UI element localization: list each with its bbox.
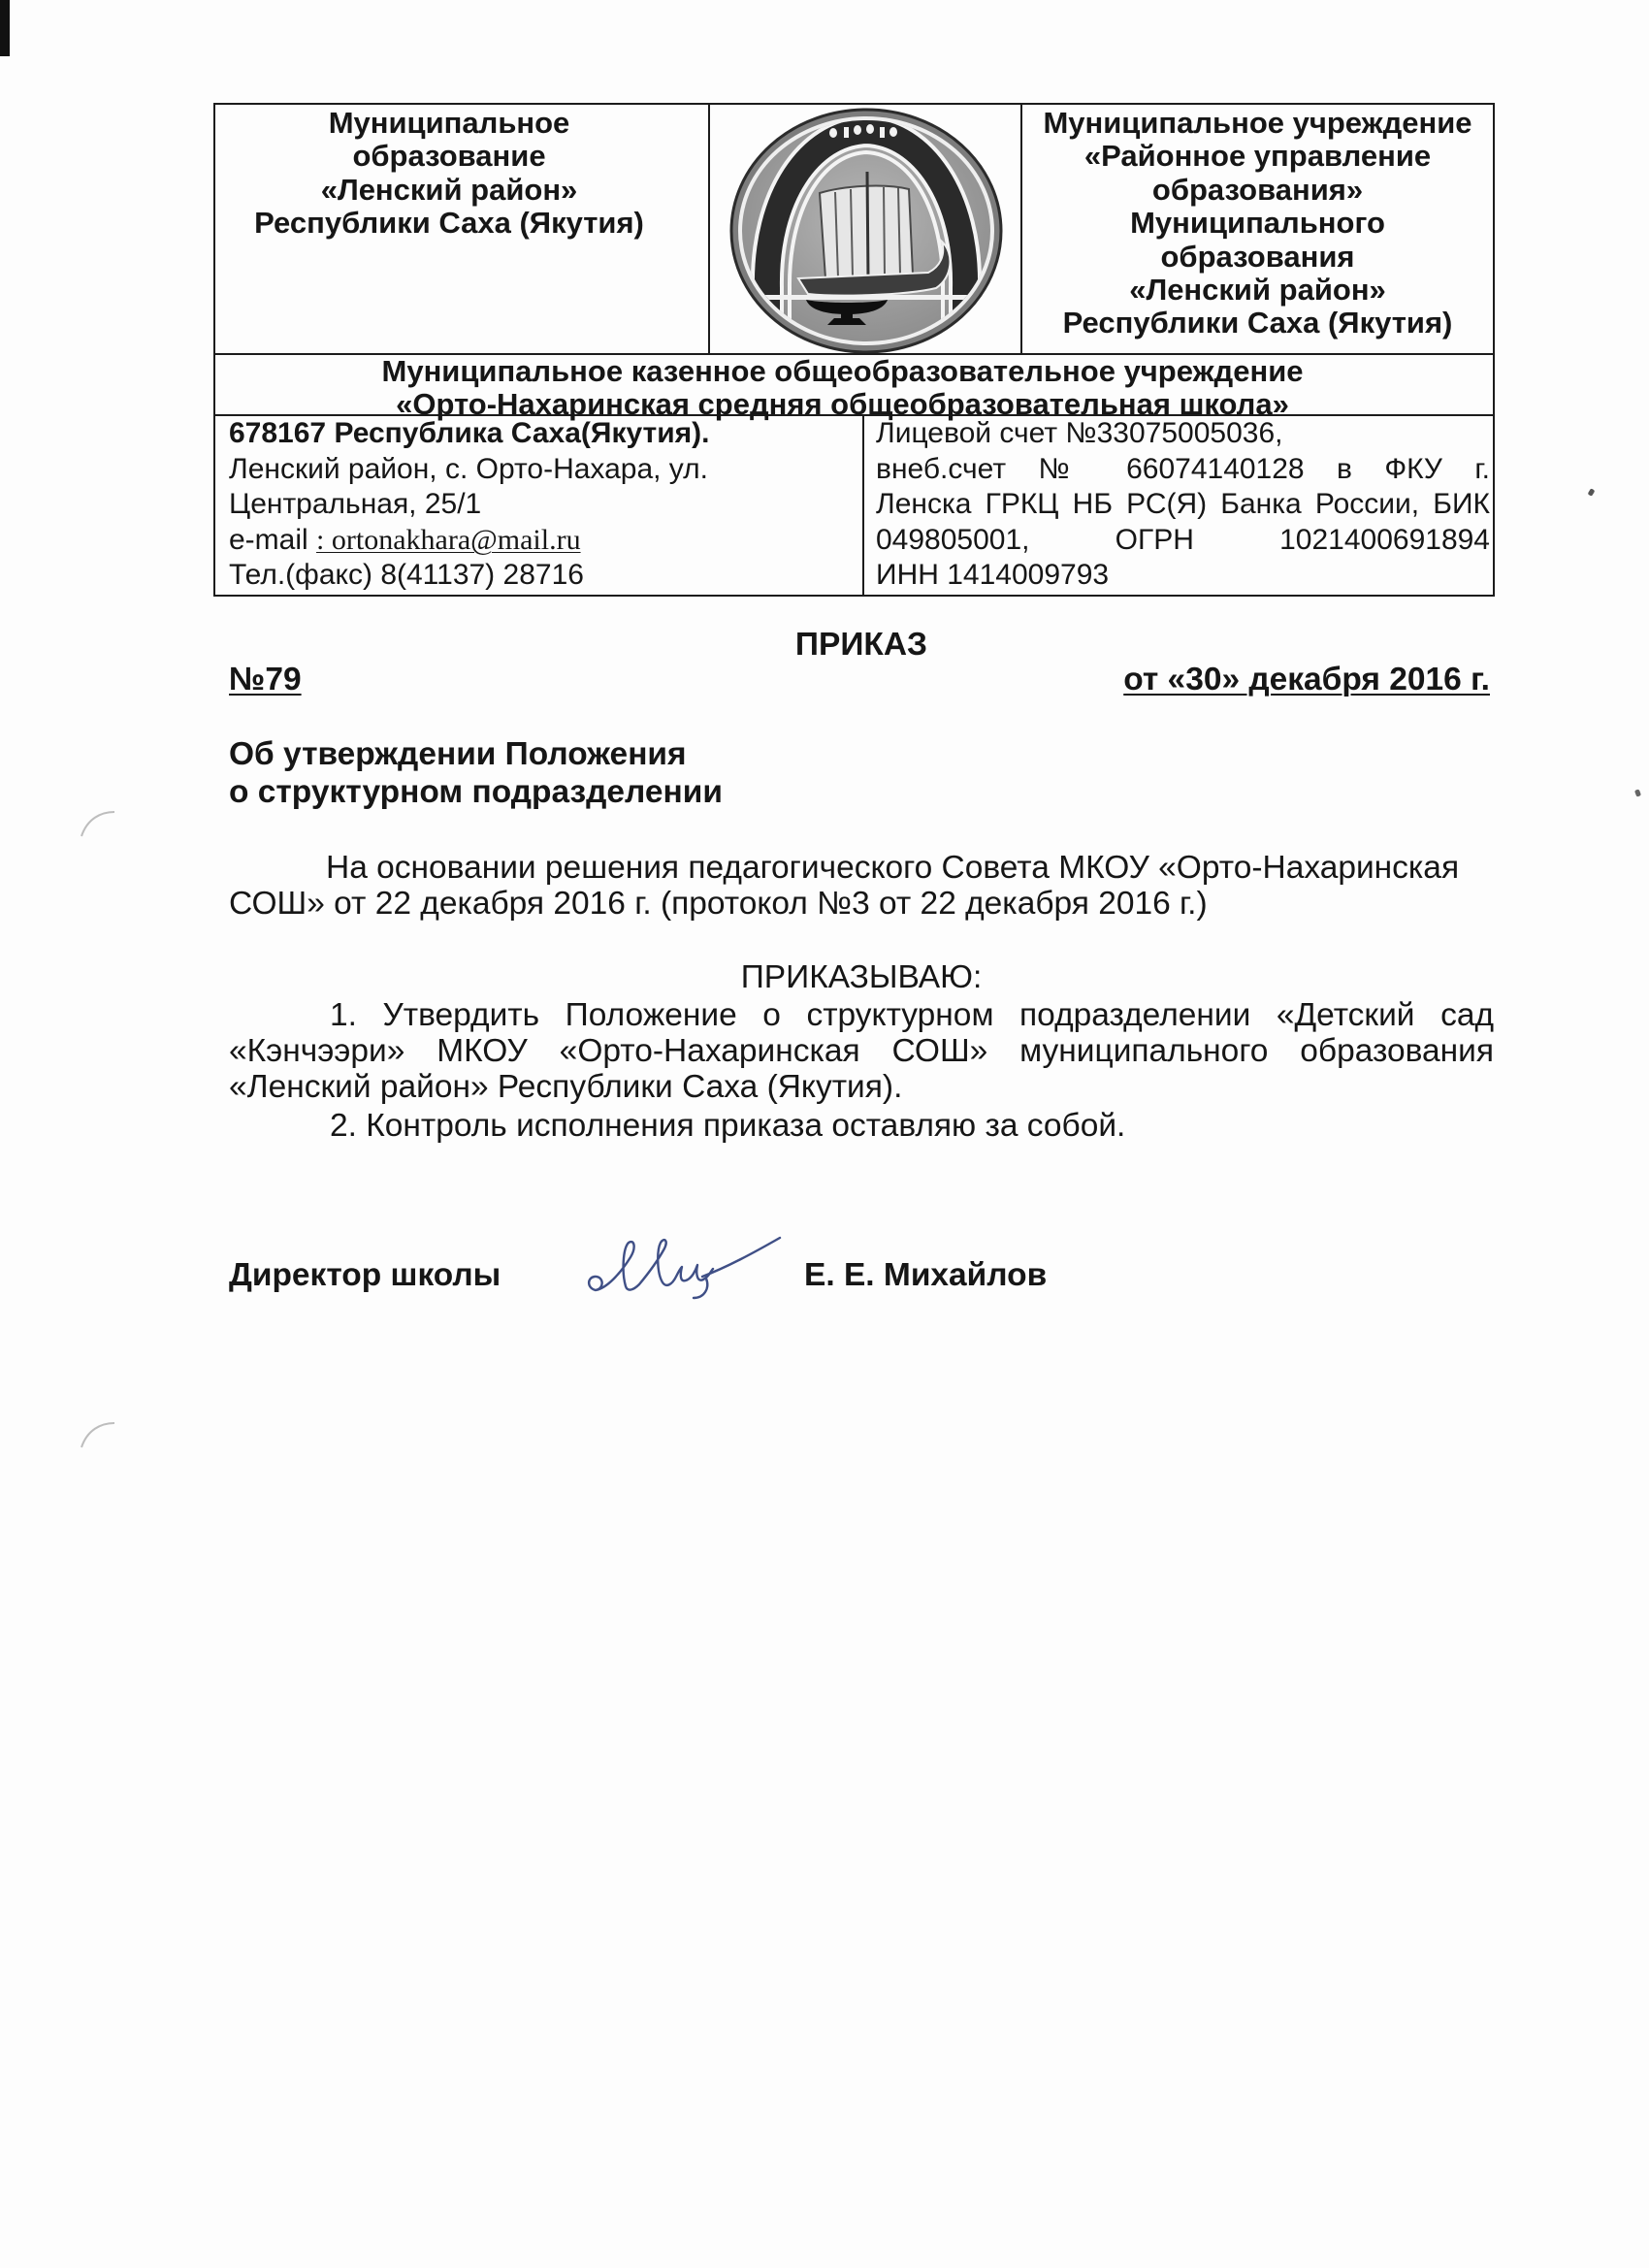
order-number: №79 bbox=[229, 662, 302, 697]
table-rule bbox=[708, 103, 710, 355]
order-item-line: «Кэнчээри» МКОУ «Орто-Нахаринская СОШ» муниципального образования bbox=[229, 1033, 1494, 1069]
municipality-header-line: «Ленский район» bbox=[320, 172, 578, 207]
municipality-header-line: образование bbox=[352, 139, 546, 174]
education-department-header-line: Муниципального bbox=[1130, 206, 1385, 241]
order-basis bbox=[229, 850, 1494, 922]
table-rule bbox=[213, 595, 1495, 597]
education-department-header-line: «Ленский район» bbox=[1129, 273, 1386, 308]
order-item-line: «Ленский район» Республики Саха (Якутия). bbox=[229, 1069, 903, 1105]
bank-details-line: внеб.счет № 66074140128 в ФКУ г. bbox=[876, 452, 1490, 485]
order-item-1 bbox=[229, 997, 1494, 1105]
table-rule bbox=[862, 414, 864, 597]
school-name-line: Муниципальное казенное общеобразовательное учреждение bbox=[381, 354, 1304, 388]
order-subject-line: Об утверждении Положения bbox=[229, 736, 687, 772]
signatory-position: Директор школы bbox=[229, 1257, 501, 1293]
order-basis-line: СОШ» от 22 декабря 2016 г. (протокол №3 от 22 декабря 2016 г.) bbox=[229, 886, 1208, 922]
order-item-2 bbox=[229, 1108, 1494, 1144]
bank-details-line: 049805001, ОГРН 1021400691894 bbox=[876, 523, 1490, 556]
order-subject-line: о структурном подразделении bbox=[229, 774, 723, 810]
education-department-header-line: образования bbox=[1160, 239, 1355, 274]
bank-details-line: ИНН 1414009793 bbox=[876, 559, 1110, 591]
scan-speck bbox=[1634, 789, 1641, 796]
education-department-header-line: Муниципальное учреждение bbox=[1043, 106, 1472, 140]
education-department-header-line: образования» bbox=[1151, 172, 1364, 207]
bank-details-line: Ленска ГРКЦ НБ РС(Я) Банка России, БИК bbox=[876, 488, 1490, 520]
order-title: ПРИКАЗ bbox=[794, 627, 928, 663]
email-address: : ortonakhara@mail.ru bbox=[316, 523, 581, 556]
bank-details-line: Лицевой счет №33075005036, bbox=[876, 417, 1283, 449]
scan-speck bbox=[1588, 488, 1596, 497]
municipality-header bbox=[215, 107, 708, 241]
punch-hole-shadow bbox=[80, 1420, 118, 1449]
school-name bbox=[215, 355, 1493, 422]
postal-address-line: 678167 Республика Саха(Якутия). bbox=[229, 417, 710, 449]
signatory-name: Е. Е. Михайлов bbox=[804, 1257, 1048, 1293]
order-item-line: 1. Утвердить Положение о структурном подразделении «Детский сад bbox=[330, 997, 1494, 1033]
email-line bbox=[229, 523, 859, 559]
school-name-line: «Орто-Нахаринская средняя общеобразовательная школа» bbox=[396, 387, 1289, 422]
punch-hole-shadow bbox=[80, 809, 118, 838]
education-department-header bbox=[1022, 107, 1493, 340]
order-subject bbox=[229, 735, 1494, 811]
order-date: от «30» декабря 2016 г. bbox=[1123, 662, 1490, 697]
phone-fax: Тел.(факс) 8(41137) 28716 bbox=[229, 559, 584, 591]
order-directive: ПРИКАЗЫВАЮ: bbox=[740, 959, 983, 995]
postal-address-line: Центральная, 25/1 bbox=[229, 488, 482, 520]
email-label: e-mail bbox=[229, 523, 308, 556]
order-item-line: 2. Контроль исполнения приказа оставляю за собой. bbox=[330, 1108, 1126, 1144]
postal-address bbox=[229, 416, 859, 594]
education-department-header-line: Республики Саха (Якутия) bbox=[1062, 306, 1453, 340]
bank-details bbox=[876, 416, 1490, 594]
postal-address-line: Ленский район, с. Орто-Нахара, ул. bbox=[229, 452, 708, 485]
municipality-header-line: Республики Саха (Якутия) bbox=[254, 206, 644, 241]
municipality-header-line: Муниципальное bbox=[328, 106, 570, 140]
table-rule bbox=[1493, 103, 1495, 597]
director-signature bbox=[580, 1232, 786, 1302]
education-department-header-line: «Районное управление bbox=[1083, 139, 1432, 174]
table-rule bbox=[213, 103, 1495, 105]
order-basis-line: На основании решения педагогического Совета МКОУ «Орто-Нахаринская bbox=[326, 850, 1460, 886]
order-number-date-row bbox=[229, 662, 1490, 697]
scan-edge-mark bbox=[0, 0, 10, 56]
municipal-emblem-logo bbox=[709, 104, 1021, 354]
